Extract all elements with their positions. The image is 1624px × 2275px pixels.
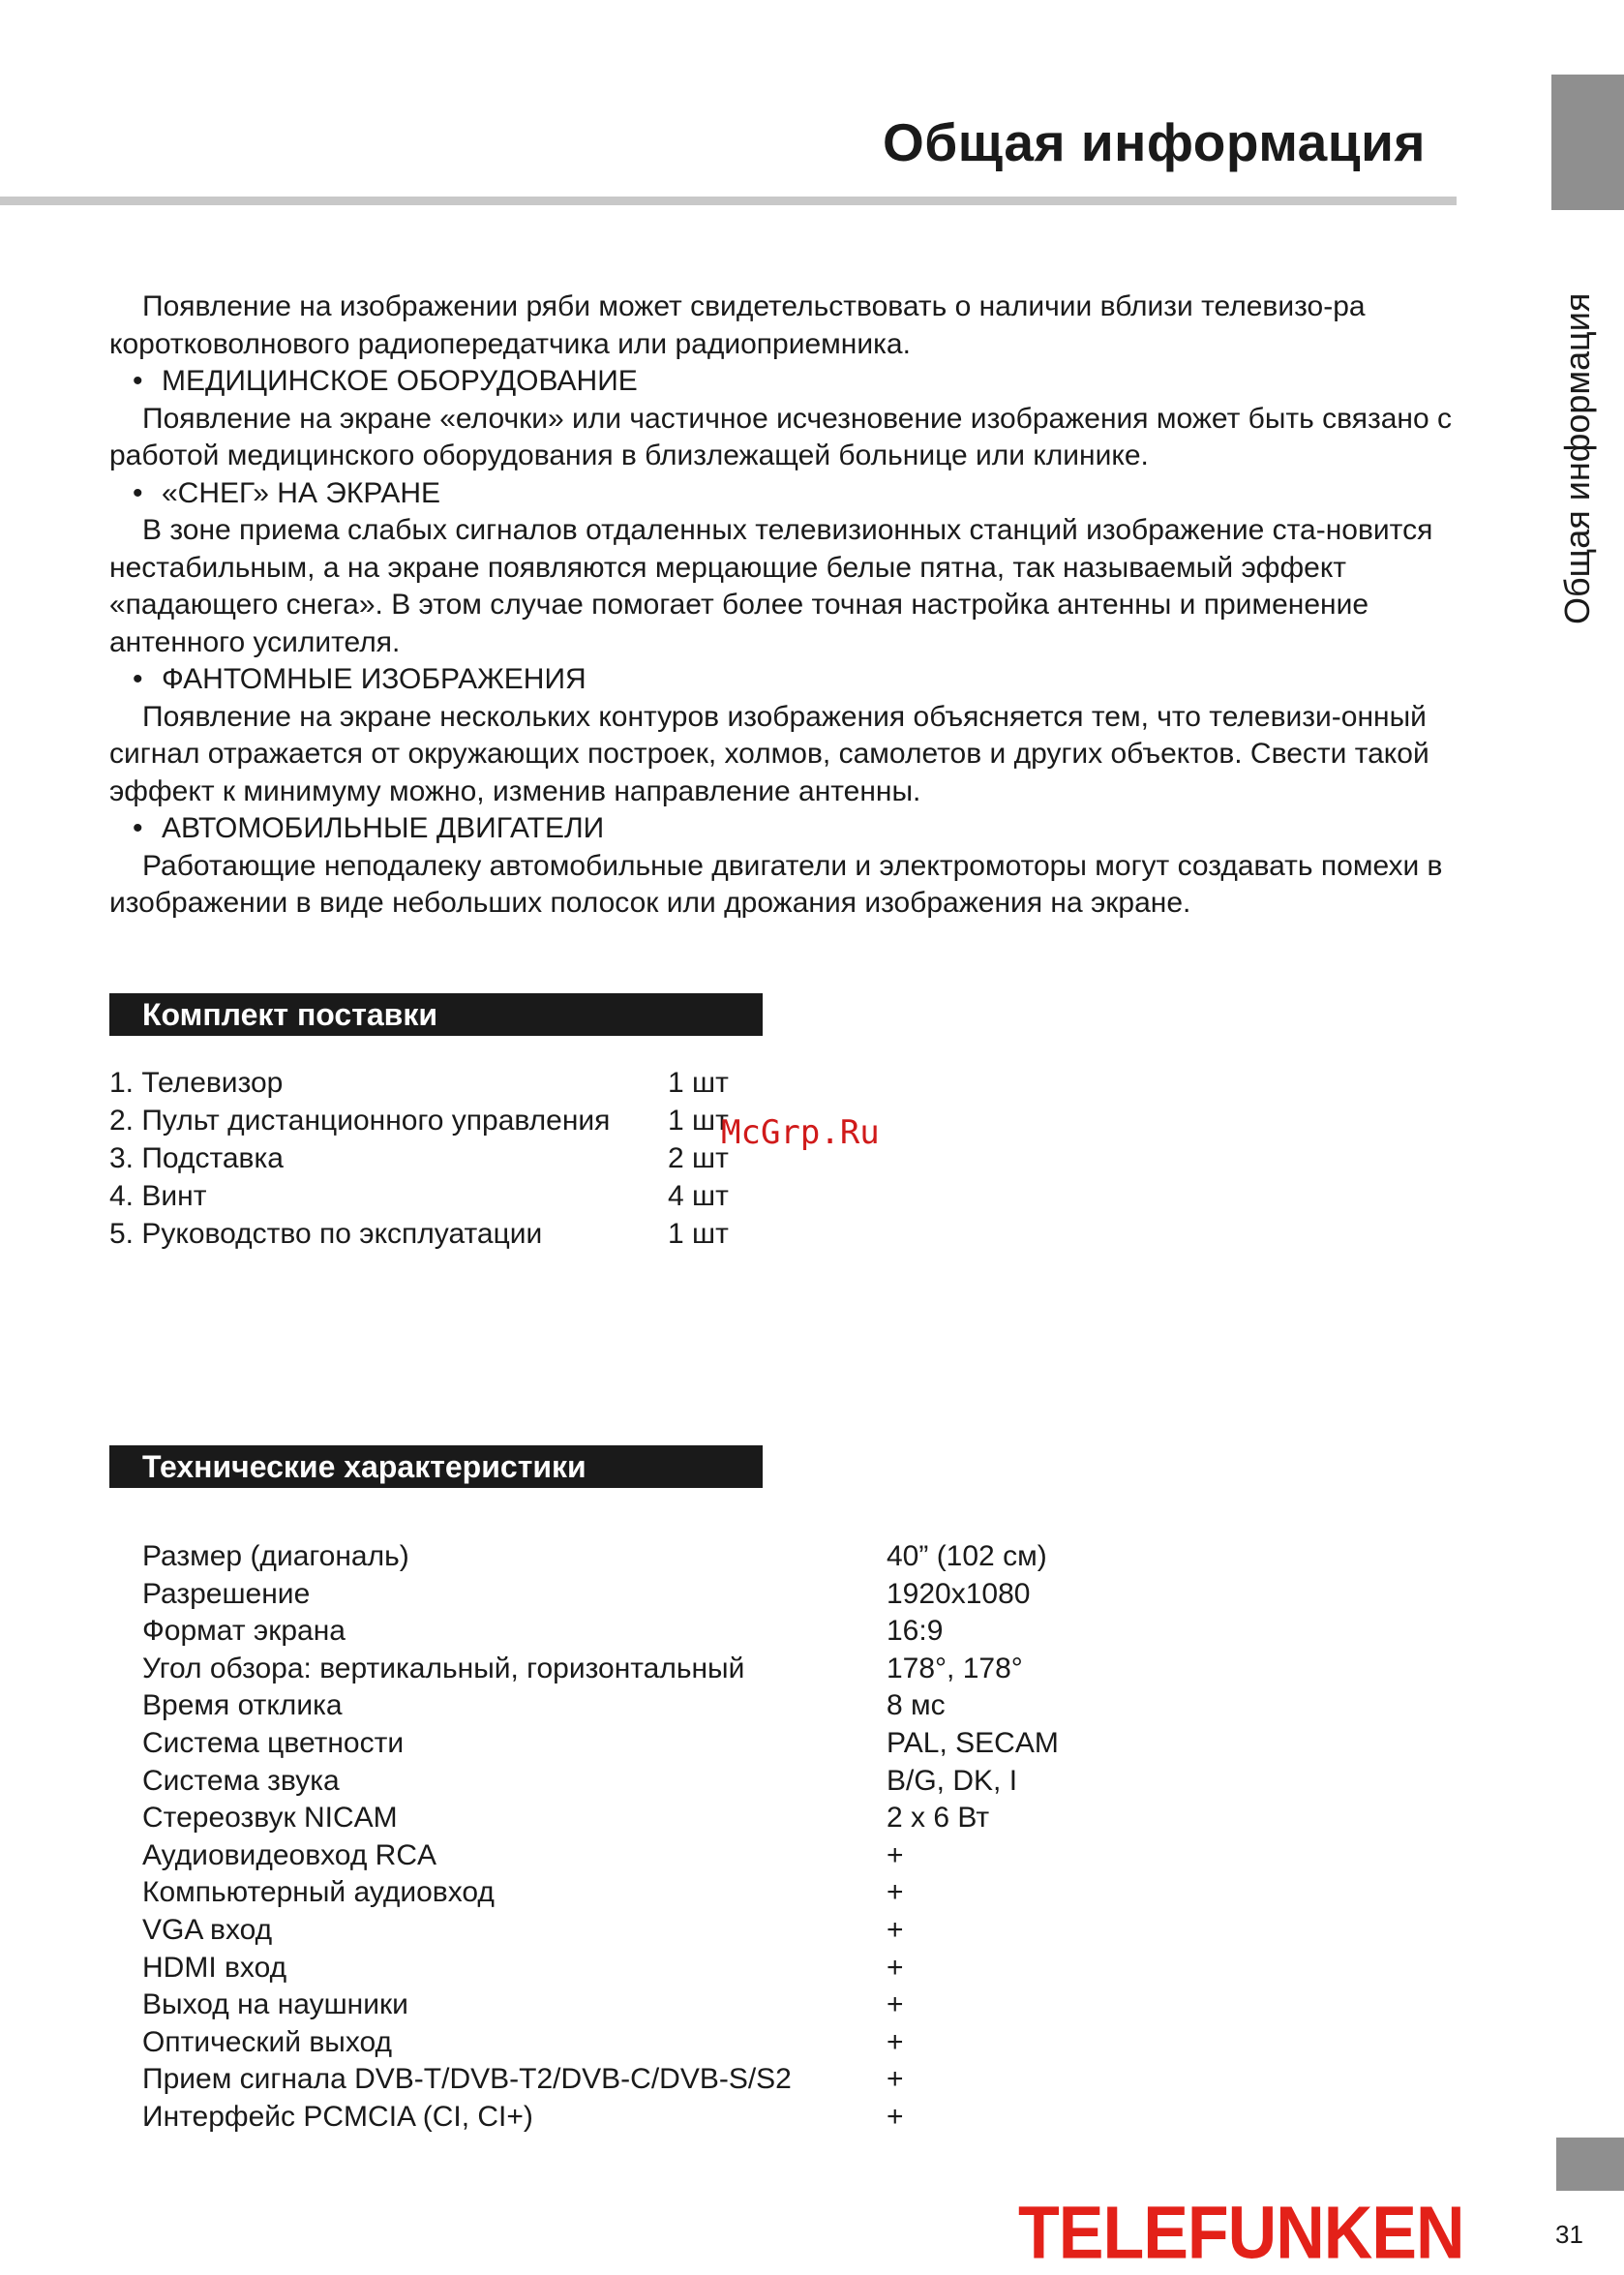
bullet-text: АВТОМОБИЛЬНЫЕ ДВИГАТЕЛИ [162, 812, 605, 844]
spec-value: 178°, 178° [887, 1652, 1023, 1684]
paragraph: В зоне приема слабых сигналов отдаленных телевизионных станций изображение ста-новится нестабильным, а на экране появляются мерцающие белые пятна, так называемый эффект «падающего снега». В этом случае помогает более точная настройка антенны и применение антенного усилителя. [109, 514, 1433, 658]
package-item-name: 5. Руководство по эксплуатации [109, 1218, 543, 1250]
spec-value: + [887, 1951, 904, 1984]
spec-row [142, 1763, 1110, 1801]
spec-value: + [887, 1913, 904, 1946]
spec-name: Интерфейс PCMCIA (CI, CI+) [142, 2100, 533, 2133]
spec-name: Система цветности [142, 1726, 405, 1759]
spec-row [142, 1538, 1110, 1576]
side-section-label: Общая информация [1557, 292, 1597, 624]
bullet-heading [109, 363, 1464, 401]
spec-row [142, 2061, 1110, 2099]
spec-row [142, 1950, 1110, 1987]
spec-name: Формат экрана [142, 1615, 346, 1648]
spec-value: + [887, 2100, 904, 2133]
spec-value: 16:9 [887, 1615, 944, 1648]
package-item-qty: 1 шт [668, 1067, 729, 1099]
spec-value: + [887, 1838, 904, 1871]
watermark: McGrp.Ru [721, 1113, 880, 1152]
spec-row [142, 2099, 1110, 2137]
spec-name: Аудиовидеовход RCA [142, 1838, 436, 1871]
package-item [109, 1064, 787, 1102]
package-item [109, 1139, 787, 1177]
paragraph: Появление на экране «елочки» или частичное исчезновение изображения может быть связано с работой медицинского оборудования в близлежащей больнице или клинике. [109, 402, 1453, 471]
specs-table [142, 1538, 1110, 2137]
spec-value: 8 мс [887, 1689, 946, 1722]
spec-name: VGA вход [142, 1913, 273, 1946]
header-rule [0, 197, 1457, 205]
telefunken-logo: TELEFUNKEN [1018, 2191, 1464, 2274]
paragraph: Работающие неподалеку автомобильные двигатели и электромоторы могут создавать помехи в изображении в виде небольших полосок или дрожания изображения на экране. [109, 849, 1443, 919]
spec-row [142, 1837, 1110, 1875]
spec-row [142, 1874, 1110, 1912]
bullet-heading [109, 810, 1464, 848]
paragraph: Появление на экране нескольких контуров изображения объясняется тем, что телевизи-онный сигнал отражается от окружающих построек, холмов, самолетов и других объектов. Свести такой эффект к минимуму можно, изменив направление антенны. [109, 700, 1429, 807]
spec-name: Прием сигнала DVB-T/DVB-T2/DVB-C/DVB-S/S2 [142, 2063, 792, 2096]
spec-row [142, 1987, 1110, 2024]
spec-row [142, 1687, 1110, 1725]
bullet-text: ФАНТОМНЫЕ ИЗОБРАЖЕНИЯ [162, 663, 586, 695]
spec-value: + [887, 2025, 904, 2058]
spec-name: Угол обзора: вертикальный, горизонтальный [142, 1652, 745, 1684]
intro-text [109, 288, 1464, 923]
spec-row [142, 1613, 1110, 1651]
paragraph: Появление на изображении ряби может свидетельствовать о наличии вблизи телевизо-ра коротковолнового радиопередатчика или радиоприемника. [109, 290, 1366, 360]
spec-row [142, 2024, 1110, 2062]
package-item-name: 2. Пульт дистанционного управления [109, 1105, 611, 1137]
spec-name: Система звука [142, 1764, 340, 1797]
spec-row [142, 1800, 1110, 1837]
specs-heading: Технические характеристики [109, 1445, 763, 1488]
spec-name: Размер (диагональ) [142, 1540, 409, 1572]
package-heading: Комплект поставки [109, 993, 763, 1036]
spec-name: Компьютерный аудиовход [142, 1876, 495, 1909]
bullet-heading [109, 475, 1464, 513]
spec-name: HDMI вход [142, 1951, 287, 1984]
spec-value: B/G, DK, I [887, 1764, 1018, 1797]
bullet-icon: • [133, 476, 143, 509]
spec-name: Время отклика [142, 1689, 343, 1722]
package-item-qty: 1 шт [668, 1218, 729, 1250]
bullet-text: «СНЕГ» НА ЭКРАНЕ [162, 476, 441, 509]
bullet-icon: • [133, 663, 143, 695]
spec-name: Разрешение [142, 1577, 311, 1610]
package-item [109, 1177, 787, 1215]
package-item-qty: 2 шт [668, 1142, 729, 1174]
package-item-name: 4. Винт [109, 1180, 207, 1212]
package-item-qty: 4 шт [668, 1180, 729, 1212]
spec-name: Выход на наушники [142, 1988, 408, 2021]
package-item [109, 1102, 787, 1139]
package-item-qty: 1 шт [668, 1105, 729, 1137]
bullet-icon: • [133, 365, 143, 397]
package-list [109, 1064, 787, 1253]
bullet-icon: • [133, 812, 143, 844]
side-tab-marker [1551, 75, 1624, 210]
package-item-name: 1. Телевизор [109, 1067, 284, 1099]
page-title: Общая информация [883, 112, 1426, 172]
bullet-text: МЕДИЦИНСКОЕ ОБОРУДОВАНИЕ [162, 365, 638, 397]
page-tab-marker [1556, 2138, 1624, 2191]
spec-row [142, 1576, 1110, 1614]
package-item [109, 1215, 787, 1253]
spec-value: 2 x 6 Вт [887, 1802, 990, 1835]
spec-name: Стереозвук NICAM [142, 1802, 398, 1835]
spec-row [142, 1725, 1110, 1763]
page-number: 31 [1555, 2220, 1583, 2249]
bullet-heading [109, 661, 1464, 699]
spec-value: 1920x1080 [887, 1577, 1031, 1610]
spec-value: + [887, 1876, 904, 1909]
spec-name: Оптический выход [142, 2025, 393, 2058]
spec-row [142, 1912, 1110, 1950]
spec-value: + [887, 2063, 904, 2096]
spec-row [142, 1651, 1110, 1688]
package-item-name: 3. Подставка [109, 1142, 284, 1174]
spec-value: 40” (102 см) [887, 1540, 1047, 1572]
spec-value: + [887, 1988, 904, 2021]
spec-value: PAL, SECAM [887, 1726, 1059, 1759]
